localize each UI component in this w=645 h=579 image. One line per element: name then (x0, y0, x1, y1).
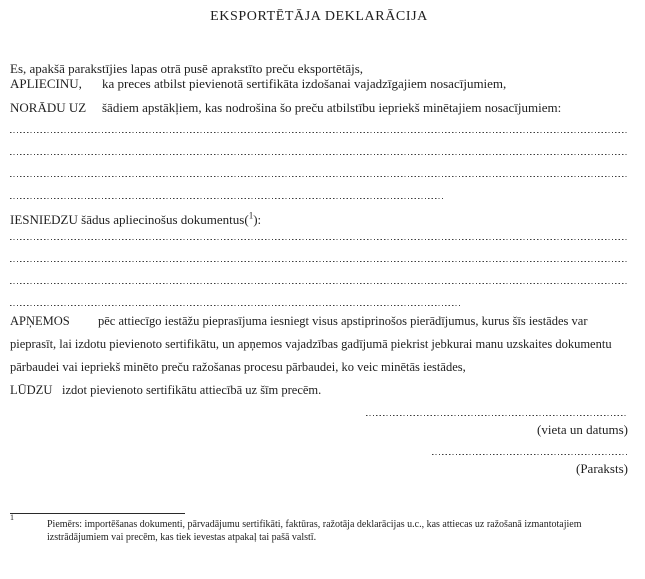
clause-apliecinu-text: ka preces atbilst pievienotā sertifikāta izdošanai vajadzīgajiem nosacījumiem, (102, 75, 507, 91)
documents-fill-line[interactable] (10, 227, 628, 240)
footnote-section (10, 513, 628, 544)
documents-fill-line[interactable] (10, 262, 628, 284)
clause-apnemos (10, 310, 628, 379)
clause-apnemos-label: APŅEMOS (10, 314, 70, 328)
clause-iesniedzu-text-end: ): (253, 211, 262, 227)
footnote: 1 Piemērs: importēšanas dokumenti, pārvadājumu sertifikāti, faktūras, ražotāja deklarācijas u.c., kas attiecas uz ražošanā izmantotajiem izstrādājumiem vai precēm, kas tiek ievestas atpakaļ tai pašā valstī. (10, 518, 628, 544)
clause-noradu-label: NORĀDU UZ (10, 100, 87, 115)
clause-apliecinu (10, 77, 628, 92)
footnote-separator (10, 513, 185, 514)
signature-fill-line[interactable] (432, 443, 628, 455)
circumstances-fill-line[interactable] (10, 134, 628, 156)
clause-apliecinu-label: APLIECINU, (10, 75, 82, 91)
circumstances-fill-group (10, 116, 628, 200)
page-title: EKSPORTĒTĀJA DEKLARĀCIJA (210, 9, 428, 24)
clause-apnemos-text: pēc attiecīgo iestāžu pieprasījuma iesniegt visus apstiprinošos pierādījumus, kurus šīs iestādes var pieprasīt, lai izdotu pievienoto sertifikātu, un apņemos vajadzības gadījumā piekrist jebkurai manu uzskaites dokumentu pārbaudei vai iepriekš minēto preču ražošanas procesu pārbaudei, ko veic minētās iestādes, (10, 314, 612, 374)
clause-iesniedzu-text: šādus apliecinošus dokumentus( (81, 211, 249, 227)
intro-line: Es, apakšā parakstījies lapas otrā pusē aprakstīto preču eksportētājs, (10, 61, 364, 76)
circumstances-fill-line[interactable] (10, 116, 628, 134)
clause-iesniedzu (10, 210, 628, 228)
signature-section (10, 403, 628, 476)
clause-noradu-text: šādiem apstākļiem, kas nodrošina šo preču atbilstību iepriekš minētajiem nosacījumiem: (102, 100, 562, 115)
intro-section (10, 62, 628, 116)
documents-fill-line[interactable] (10, 284, 461, 306)
clause-ludzu-label: LŪDZU (10, 383, 53, 397)
footnote-text: Piemērs: importēšanas dokumenti, pārvadājumu sertifikāti, faktūras, ražotāja deklarācijas u.c., kas attiecas uz ražošanā izmantotajiem izstrādājumiem vai precēm, kas tiek ievestas atpakaļ tai pašā valstī. (47, 519, 582, 543)
footnote-ref: 1 (248, 210, 254, 221)
clause-noradu (10, 101, 628, 116)
clause-ludzu-text: izdot pievienoto sertifikātu attiecībā uz šīm precēm. (62, 383, 322, 397)
circumstances-fill-line[interactable] (10, 178, 443, 200)
place-date-caption: (vieta un datums) (537, 422, 628, 437)
clause-iesniedzu-label: IESNIEDZU (10, 211, 78, 227)
documents-fill-line[interactable] (10, 240, 628, 262)
signature-caption: (Paraksts) (576, 461, 628, 476)
documents-fill-group (10, 227, 628, 306)
place-date-fill-line[interactable] (366, 403, 628, 416)
circumstances-fill-line[interactable] (10, 156, 628, 178)
clause-ludzu (10, 379, 628, 402)
